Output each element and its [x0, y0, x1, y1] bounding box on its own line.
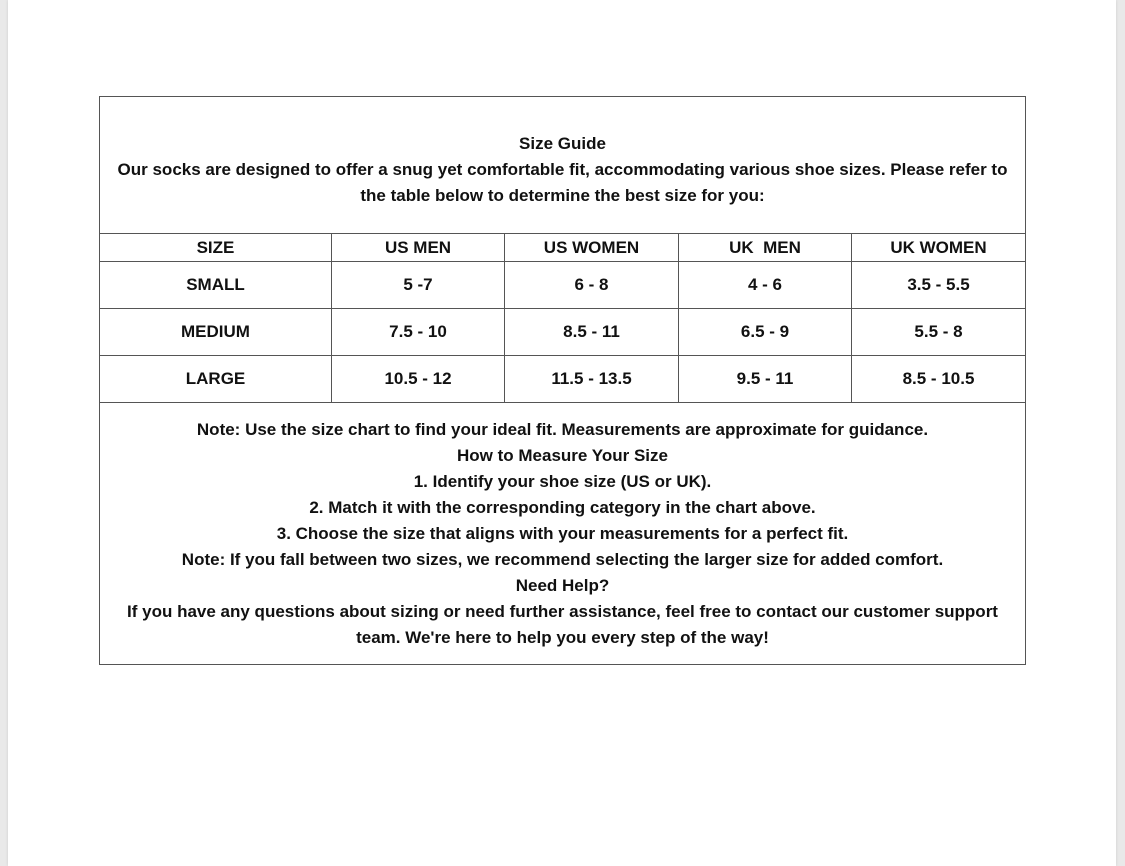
table-cell: 6 - 8 — [505, 262, 679, 309]
guide-title: Size Guide — [519, 134, 606, 153]
help-heading: Need Help? — [515, 575, 610, 595]
size-cell: LARGE — [100, 356, 332, 403]
header-cell-us-men: US MEN — [332, 234, 505, 262]
note-between-sizes: Note: If you fall between two sizes, we recommend selecting the larger size for added comfort. — [181, 549, 944, 569]
measure-step-3: 3. Choose the size that aligns with your measurements for a perfect fit. — [276, 523, 849, 543]
table-cell: 8.5 - 11 — [505, 309, 679, 356]
size-guide-table — [99, 96, 1026, 665]
table-cell: 5.5 - 8 — [852, 309, 1026, 356]
intro-section — [100, 97, 1026, 234]
table-cell: 10.5 - 12 — [332, 356, 505, 403]
measure-heading: How to Measure Your Size — [457, 445, 668, 465]
table-row — [100, 356, 1026, 403]
header-cell-us-women: US WOMEN — [505, 234, 679, 262]
table-cell: 4 - 6 — [679, 262, 852, 309]
table-cell: 11.5 - 13.5 — [505, 356, 679, 403]
table-cell: 7.5 - 10 — [332, 309, 505, 356]
header-cell-size: SIZE — [100, 234, 332, 262]
table-cell: 6.5 - 9 — [679, 309, 852, 356]
intro-line-2: the table below to determine the best size for you: — [360, 186, 765, 205]
intro-line-1: Our socks are designed to offer a snug yet comfortable fit, accommodating various shoe sizes. Please refer to — [117, 160, 1008, 179]
measure-step-2: 2. Match it with the corresponding category in the chart above. — [309, 497, 816, 517]
table-row — [100, 309, 1026, 356]
size-cell: SMALL — [100, 262, 332, 309]
header-cell-uk-men: UK MEN — [679, 234, 852, 262]
document-page — [8, 0, 1116, 866]
measure-step-1: 1. Identify your shoe size (US or UK). — [413, 471, 712, 491]
size-cell: MEDIUM — [100, 309, 332, 356]
notes-section — [100, 403, 1026, 665]
table-cell: 8.5 - 10.5 — [852, 356, 1026, 403]
table-header-row — [100, 234, 1026, 262]
help-line-1: If you have any questions about sizing or need further assistance, feel free to contact our customer support — [127, 601, 998, 621]
table-cell: 9.5 - 11 — [679, 356, 852, 403]
header-cell-uk-women: UK WOMEN — [852, 234, 1026, 262]
note-approximate: Note: Use the size chart to find your ideal fit. Measurements are approximate for guidance. — [196, 419, 929, 439]
help-line-2: team. We're here to help you every step of the way! — [356, 627, 769, 647]
table-cell: 5 -7 — [332, 262, 505, 309]
table-row — [100, 262, 1026, 309]
table-cell: 3.5 - 5.5 — [852, 262, 1026, 309]
